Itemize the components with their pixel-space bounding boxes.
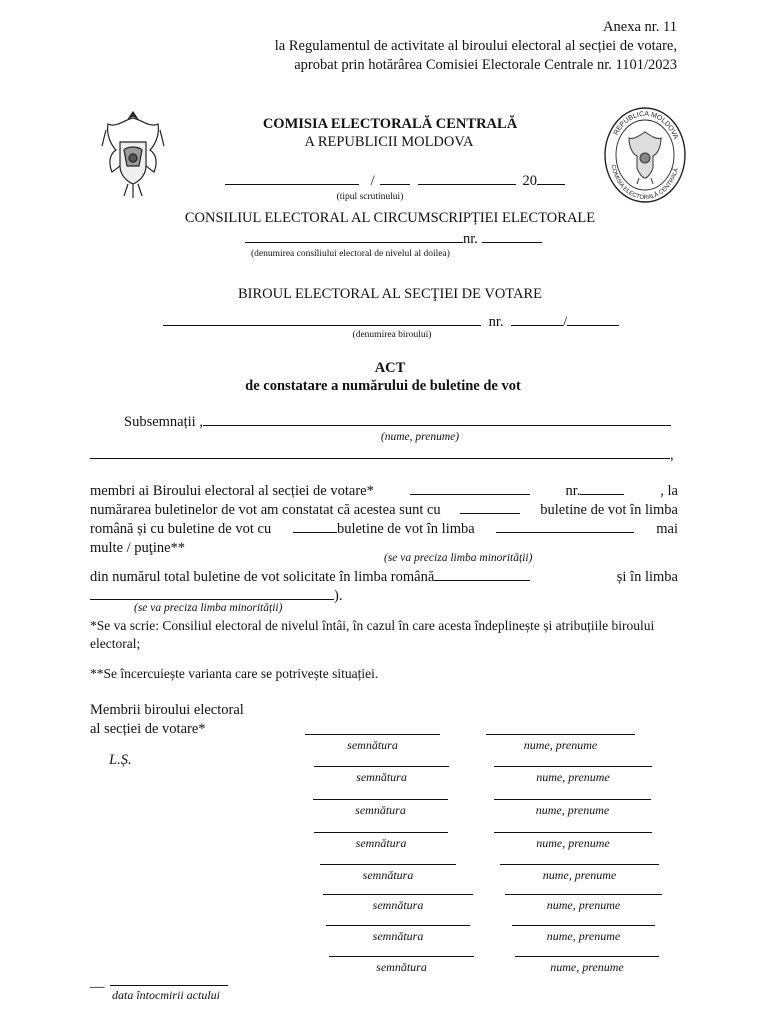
undersigned-names-field2[interactable] — [90, 446, 670, 459]
p2-end: ). — [334, 588, 343, 604]
signature-line-8[interactable] — [329, 956, 474, 957]
coat-of-arms-icon — [98, 106, 168, 200]
cec-seal-icon — [603, 106, 687, 204]
ballots-romanian-field[interactable] — [460, 501, 520, 514]
undersigned-names-field[interactable] — [203, 413, 671, 426]
signature-line-7[interactable] — [326, 925, 470, 926]
ballot-number-field[interactable] — [380, 172, 410, 185]
commission-heading — [200, 116, 580, 151]
bureau-slash: / — [563, 314, 568, 330]
council-caption: (denumirea consiliului electoral de nivelul al doilea) — [251, 249, 450, 259]
name-line-3[interactable] — [494, 799, 651, 800]
name-line-4[interactable] — [494, 832, 652, 833]
bureau-line — [163, 313, 619, 331]
annex-number: Anexa nr. 11 — [603, 19, 677, 35]
minority-caption-2: (se va preciza limba minorității) — [134, 602, 283, 614]
signature-caption: semnătura — [372, 898, 424, 912]
ballot-date-field[interactable] — [418, 172, 516, 185]
act-heading — [180, 360, 600, 395]
signature-line-6[interactable] — [323, 894, 473, 895]
p1-line3-text-b: buletine de vot în limba — [336, 521, 475, 537]
council-line — [245, 230, 542, 248]
date-prefix: __ — [90, 974, 105, 990]
comma: , — [670, 447, 674, 463]
name-caption-row: nume, prenume — [546, 898, 621, 912]
minority-language-field[interactable] — [496, 520, 634, 533]
p1-text-b: , la — [660, 483, 678, 499]
p1-more-less: multe / puţine** — [90, 540, 186, 556]
council-nr-field[interactable] — [482, 230, 542, 243]
total-minority-field[interactable] — [90, 587, 334, 600]
members-line2: al secției de votare* — [90, 721, 206, 737]
p1-line2-text-b: buletine de vot în limba — [540, 502, 678, 518]
name-caption-row: nume, prenume — [535, 803, 610, 817]
name-line-2[interactable] — [494, 766, 652, 767]
signature-caption: semnătura — [372, 929, 424, 943]
bureau-nr-label: nr. — [488, 314, 504, 330]
commission-title: COMISIA ELECTORALĂ CENTRALĂ — [262, 116, 518, 132]
name-line-8[interactable] — [515, 956, 659, 957]
republic-title: A REPUBLICII MOLDOVA — [304, 134, 474, 150]
members-paragraph — [90, 482, 678, 558]
name-line-6[interactable] — [505, 894, 662, 895]
name-line-7[interactable] — [512, 925, 655, 926]
signature-caption: semnătura — [356, 770, 407, 784]
name-line-5[interactable] — [500, 864, 659, 865]
members-label — [90, 701, 244, 739]
bureau-nr-field2[interactable] — [567, 313, 619, 326]
ballot-difference-field[interactable] — [293, 520, 337, 533]
bureau-caption: (denumirea biroului) — [352, 330, 432, 340]
undersigned-label: Subsemnații , — [124, 414, 203, 430]
annex-regulation: la Regulamentul de activitate al biroului electoral al secției de votare, — [274, 38, 677, 54]
signature-caption: semnătura — [347, 738, 398, 752]
name-caption-row: nume, prenume — [523, 738, 598, 752]
name-caption-row: nume, prenume — [542, 868, 617, 882]
annex-header — [275, 18, 677, 75]
p1-bureau-field[interactable] — [410, 482, 530, 495]
total-paragraph — [90, 568, 678, 606]
p1-nr-label: nr. — [565, 483, 581, 499]
ballot-type-line — [225, 172, 565, 190]
signature-line-5[interactable] — [320, 864, 456, 865]
ballot-year-field[interactable] — [537, 172, 565, 185]
seal-text-bottom: COMISIA ELECTORALĂ CENTRALĂ — [609, 164, 680, 202]
signature-line-3[interactable] — [313, 799, 448, 800]
p1-line2-text-a: numărarea buletinelor de vot am constatat că acestea sunt cu — [90, 502, 441, 518]
signature-caption: semnătura — [355, 803, 406, 817]
seal-text-top: REPUBLICA MOLDOVA — [612, 110, 680, 141]
name-caption-row: nume, prenume — [536, 836, 610, 850]
ballot-year-prefix: 20 — [522, 173, 538, 189]
bureau-nr-field1[interactable] — [511, 313, 563, 326]
name-caption-row: nume, prenume — [536, 770, 610, 784]
council-title: CONSILIUL ELECTORAL AL CIRCUMSCRIPȚIEI ELECTORALE — [184, 210, 596, 226]
act-title: ACT — [374, 360, 406, 376]
total-romanian-field[interactable] — [434, 568, 530, 581]
council-nr-label: nr. — [463, 231, 478, 247]
p1-line3-text-a: română și cu buletine de vot cu — [90, 521, 272, 537]
name-line-1[interactable] — [486, 734, 635, 735]
ballot-slash: / — [370, 173, 375, 189]
bureau-name-field[interactable] — [163, 313, 481, 326]
signature-caption: semnătura — [362, 868, 414, 882]
ballot-type-field[interactable] — [225, 172, 359, 185]
ls-mark: L.Ș. — [109, 752, 132, 768]
name-caption-row: nume, prenume — [550, 960, 624, 974]
date-caption: data întocmirii actului — [112, 988, 220, 1002]
council-name-field[interactable] — [245, 230, 463, 243]
signature-caption: semnătura — [355, 836, 407, 850]
signature-line-4[interactable] — [314, 832, 448, 833]
p1-line3-text-c: mai — [656, 521, 678, 537]
signature-caption: semnătura — [376, 960, 427, 974]
p2-text-a: din numărul total buletine de vot solicitate în limba română — [90, 569, 435, 585]
minority-caption-1: (se va preciza limba minorității) — [384, 552, 533, 564]
bureau-title: BIROUL ELECTORAL AL SECŢIEI DE VOTARE — [238, 286, 542, 302]
members-line1: Membrii biroului electoral — [90, 702, 244, 718]
p1-nr-field[interactable] — [580, 482, 624, 495]
name-caption: (nume, prenume) — [380, 431, 460, 443]
annex-approval: aprobat prin hotărârea Comisiei Electorale Centrale nr. 1101/2023 — [294, 57, 677, 73]
note-2: **Se încercuiește varianta care se potrivește situației. — [90, 666, 379, 681]
name-caption-row: nume, prenume — [546, 929, 621, 943]
ballot-caption: (tipul scrutinului) — [336, 192, 404, 202]
note-1: *Se va scrie: Consiliul electoral de nivelul întâi, în cazul în care acesta îndeplinește și atribuțiile biroului electoral; — [90, 618, 655, 651]
undersigned-line2 — [90, 446, 674, 464]
signature-line-1[interactable] — [305, 734, 440, 735]
p1-text-a: membri ai Biroului electoral al secției de votare* — [90, 483, 374, 499]
undersigned-line — [124, 413, 671, 431]
p2-text-b: și în limba — [616, 569, 678, 585]
signature-line-2[interactable] — [314, 766, 449, 767]
date-field[interactable] — [110, 973, 228, 986]
act-subtitle: de constatare a numărului de buletine de vot — [245, 378, 521, 394]
